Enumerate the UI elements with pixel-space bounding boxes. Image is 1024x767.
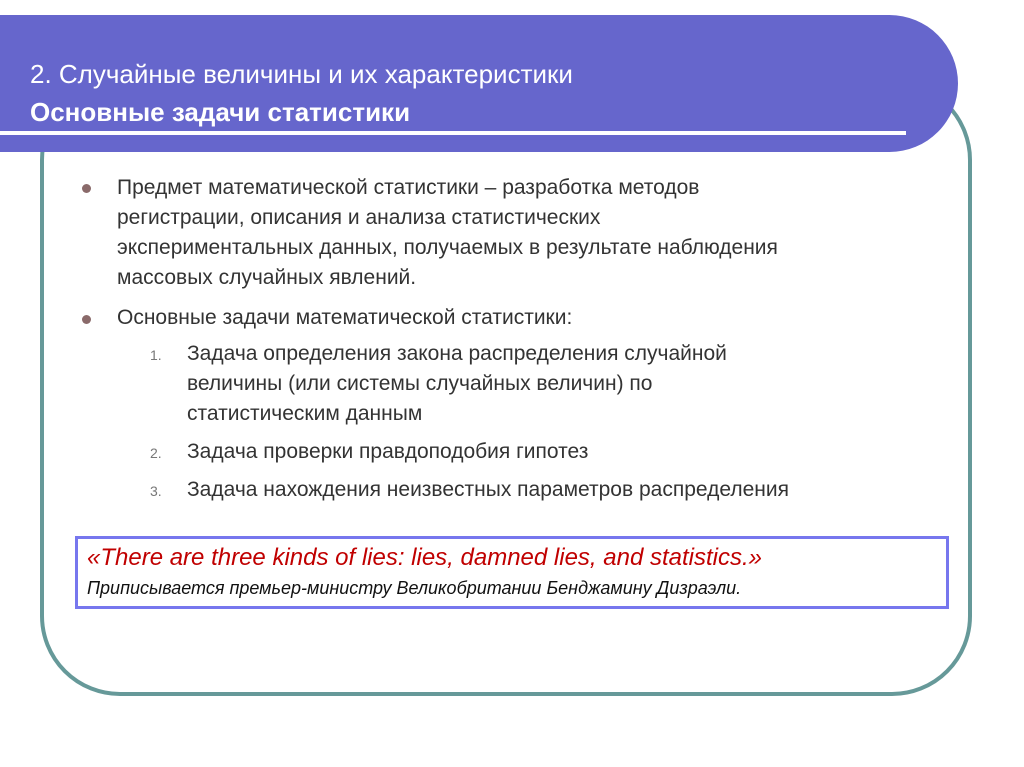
text-line: экспериментальных данных, получаемых в результате наблюдения [117, 236, 778, 259]
task-item-2 [187, 437, 588, 467]
task-item-1 [187, 339, 727, 429]
text-line: Задача определения закона распределения случайной [187, 342, 727, 365]
title-divider [0, 131, 906, 135]
text-line: величины (или системы случайных величин) по [187, 372, 653, 395]
list-number: 3. [150, 483, 162, 499]
text-line: статистическим данным [187, 402, 423, 425]
slide-subtitle: Основные задачи статистики [30, 97, 411, 127]
bullet-text-1 [117, 173, 778, 293]
bullet-text-2 [117, 303, 572, 333]
text-line: Основные задачи математической статистики: [117, 306, 573, 329]
task-item-3 [187, 475, 789, 505]
quote-attribution: Приписывается премьер-министру Великобритании Бенджамину Дизраэли. [87, 578, 742, 598]
text-line: массовых случайных явлений. [117, 266, 417, 289]
list-number: 1. [150, 347, 162, 363]
list-number: 2. [150, 445, 162, 461]
text-line: Задача нахождения неизвестных параметров распределения [187, 478, 789, 501]
text-line: Задача проверки правдоподобия гипотез [187, 440, 589, 463]
bullet-icon [82, 184, 91, 193]
quote-text: «There are three kinds of lies: lies, damned lies, and statistics.» [87, 544, 762, 571]
bullet-icon [82, 315, 91, 324]
text-line: Предмет математической статистики – разработка методов [117, 176, 700, 199]
text-line: регистрации, описания и анализа статистических [117, 206, 601, 229]
quote-box [75, 536, 949, 609]
slide-title: 2. Случайные величины и их характеристики [30, 59, 573, 89]
